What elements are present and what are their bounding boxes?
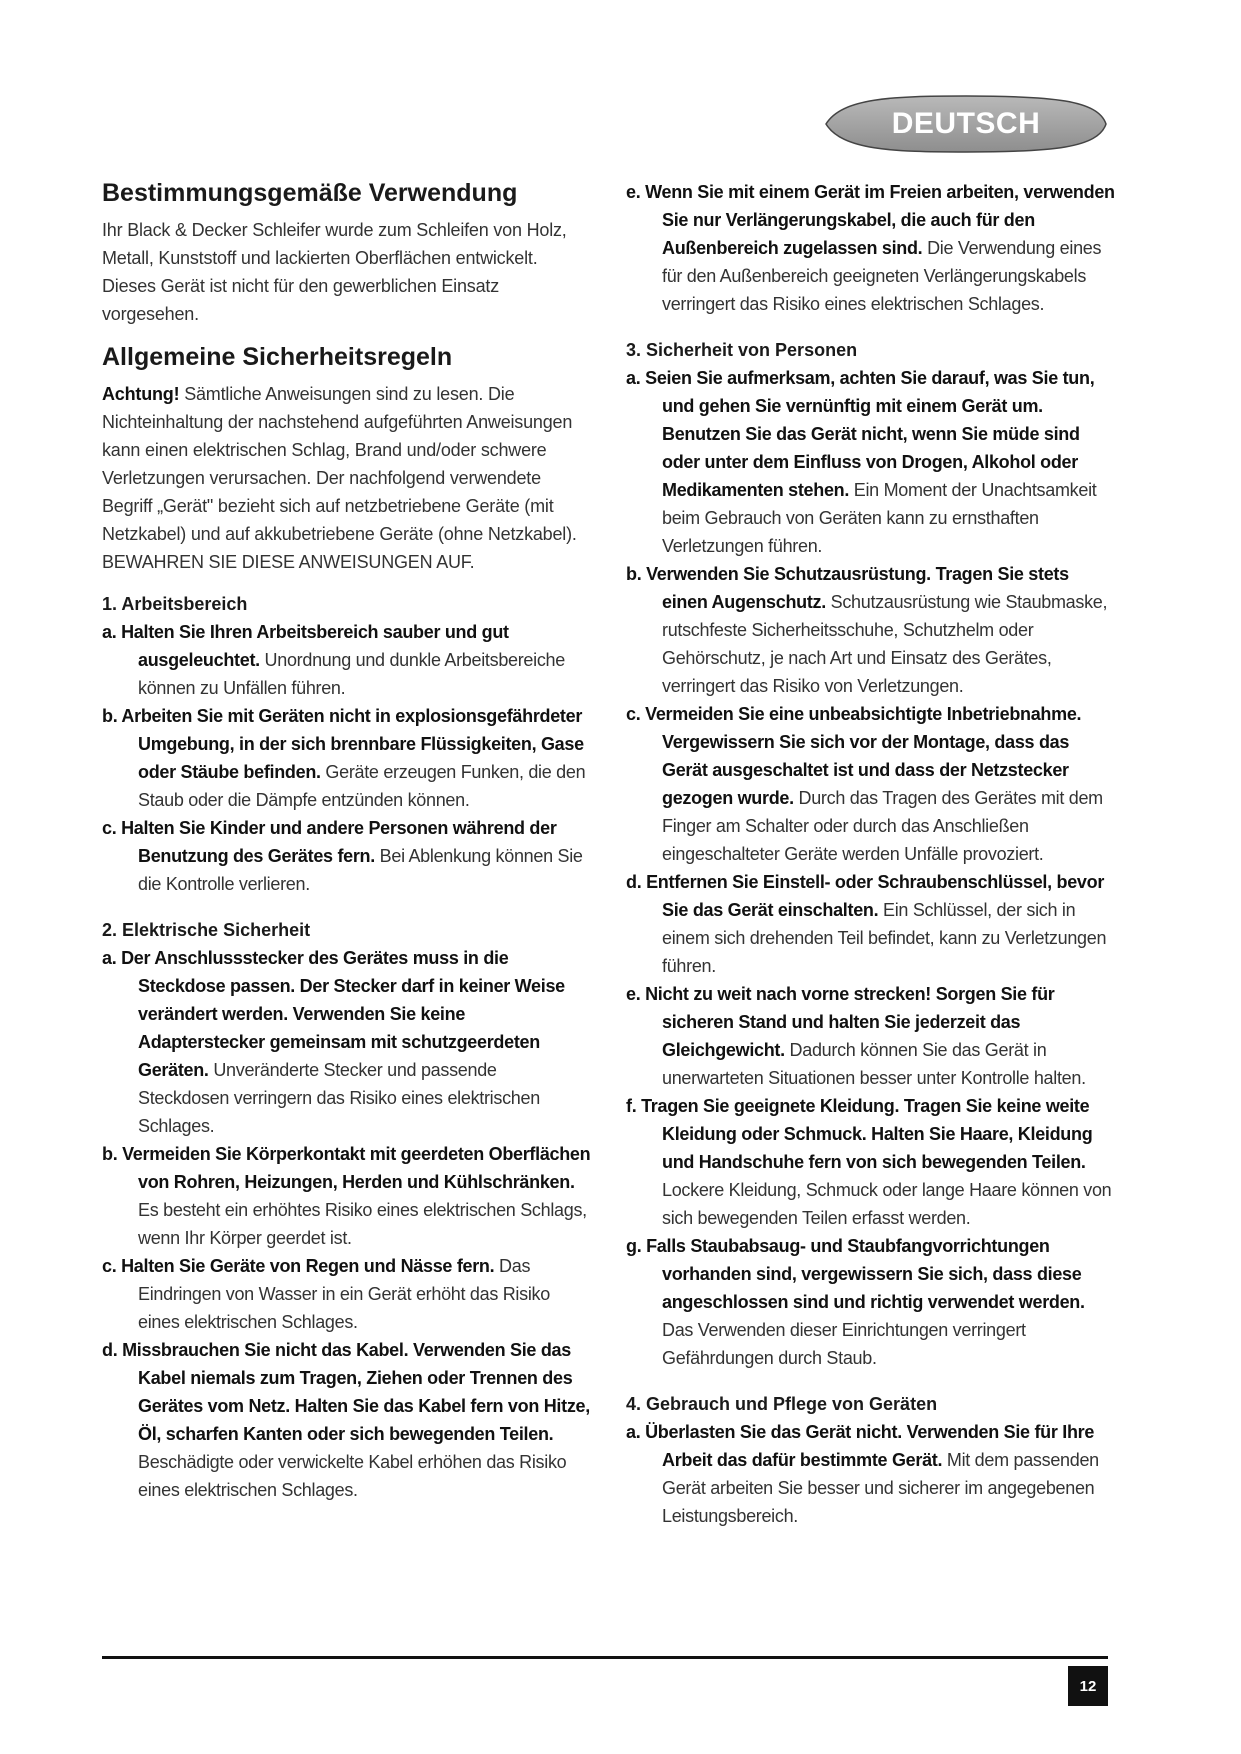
electrical-item-b: b. Vermeiden Sie Körperkontakt mit geerdeten Oberflächen von Rohren, Heizungen, Herden und Kühlschränken. Es besteht ein erhöhtes Risiko eines elektrischen Schlags, wenn Ihr Körper geerdet ist. — [102, 1144, 591, 1248]
tool-use-heading: 4. Gebrauch und Pflege von Geräten — [626, 1394, 938, 1414]
work-area-item-a: a. Halten Sie Ihren Arbeitsbereich sauber und gut ausgeleuchtet. Unordnung und dunkle Arbeitsbereiche können zu Unfällen führen. — [102, 622, 565, 698]
personal-safety-heading: 3. Sicherheit von Personen — [626, 340, 858, 360]
electrical-item-c: c. Halten Sie Geräte von Regen und Nässe fern. Das Eindringen von Wasser in ein Gerät erhöht das Risiko eines elektrischen Schlages. — [102, 1256, 550, 1332]
personal-item-g: g. Falls Staubabsaug- und Staubfangvorrichtungen vorhanden sind, vergewissern Sie sich, dass diese angeschlossen sind und richtig verwendet werden. Das Verwenden dieser Einrichtungen verringert Gefährdungen durch Staub. — [626, 1236, 1085, 1368]
electrical-heading: 2. Elektrische Sicherheit — [102, 920, 311, 940]
right-column — [626, 178, 1116, 1530]
work-area-item-b: b. Arbeiten Sie mit Geräten nicht in explosionsgefährdeter Umgebung, in der sich brennbare Flüssigkeiten, Gase oder Stäube befinden. Geräte erzeugen Funken, die den Staub oder die Dämpfe entzünden können. — [102, 706, 586, 810]
general-safety-heading: Allgemeine Sicherheitsregeln — [102, 343, 453, 371]
tool-use-item-a: a. Überlasten Sie das Gerät nicht. Verwenden Sie für Ihre Arbeit das dafür bestimmte Gerät. Mit dem passenden Gerät arbeiten Sie besser und sicherer im angegebenen Leistungsbereich. — [626, 1422, 1099, 1526]
work-area-item-c: c. Halten Sie Kinder und andere Personen während der Benutzung des Gerätes fern. Bei Ablenkung können Sie die Kontrolle verlieren. — [102, 818, 583, 894]
general-safety-warning — [102, 380, 592, 576]
language-label: DEUTSCH — [891, 107, 1041, 140]
electrical-item-e: e. Wenn Sie mit einem Gerät im Freien arbeiten, verwenden Sie nur Verlängerungskabel, die auch für den Außenbereich zugelassen sind. Die Verwendung eines für den Außenbereich geeigneten Verlängerungskabels verringert das Risiko eines elektrischen Schlages. — [626, 182, 1115, 314]
intended-use-heading: Bestimmungsgemäße Verwendung — [102, 179, 518, 207]
electrical-item-a: a. Der Anschlussstecker des Gerätes muss in die Steckdose passen. Der Stecker darf in keiner Weise verändert werden. Verwenden Sie keine Adapterstecker gemeinsam mit schutzgeerdeten Geräten. Unveränderte Stecker und passende Steckdosen verringern das Risiko eines elektrischen Schlages. — [102, 948, 565, 1136]
intended-use-text: Ihr Black & Decker Schleifer wurde zum Schleifen von Holz, Metall, Kunststoff und lackierten Oberflächen entwickelt. Dieses Gerät ist nicht für den gewerblichen Einsatz vorgesehen. — [102, 220, 567, 324]
work-area-heading: 1. Arbeitsbereich — [102, 594, 248, 614]
left-column — [102, 178, 592, 1504]
warning-label: Achtung! — [102, 384, 180, 404]
personal-item-c: c. Vermeiden Sie eine unbeabsichtigte Inbetriebnahme. Vergewissern Sie sich vor der Montage, dass das Gerät ausgeschaltet ist und dass der Netzstecker gezogen wurde. Durch das Tragen des Gerätes mit dem Finger am Schalter oder durch das Anschließen eingeschalteter Geräte werden Unfälle provoziert. — [626, 704, 1103, 864]
personal-item-a: a. Seien Sie aufmerksam, achten Sie darauf, was Sie tun, und gehen Sie vernünftig mit einem Gerät um. Benutzen Sie das Gerät nicht, wenn Sie müde sind oder unter dem Einfluss von Drogen, Alkohol oder Medikamenten stehen. Ein Moment der Unachtsamkeit beim Gebrauch von Geräten kann zu ernsthaften Verletzungen führen. — [626, 368, 1097, 556]
personal-item-e: e. Nicht zu weit nach vorne strecken! Sorgen Sie für sicheren Stand und halten Sie jederzeit das Gleichgewicht. Dadurch können Sie das Gerät in unerwarteten Situationen besser unter Kontrolle halten. — [626, 984, 1086, 1088]
language-tab — [822, 94, 1110, 154]
footer-rule — [102, 1656, 1108, 1659]
warning-text: Sämtliche Anweisungen sind zu lesen. Die Nichteinhaltung der nachstehend aufgeführten Anweisungen kann einen elektrischen Schlag, Brand und/oder schwere Verletzungen verursachen. Der nachfolgend verwendete Begriff „Gerät" bezieht sich auf netzbetriebene Geräte (mit Netzkabel) und auf akkubetriebene Geräte (ohne Netzkabel). BEWAHREN SIE DIESE ANWEISUNGEN AUF. — [102, 384, 577, 572]
personal-item-d: d. Entfernen Sie Einstell- oder Schraubenschlüssel, bevor Sie das Gerät einschalten. Ein Schlüssel, der sich in einem sich drehenden Teil befindet, kann zu Verletzungen führen. — [626, 872, 1107, 976]
page-number: 12 — [1068, 1666, 1108, 1706]
personal-item-b: b. Verwenden Sie Schutzausrüstung. Tragen Sie stets einen Augenschutz. Schutzausrüstung wie Staubmaske, rutschfeste Sicherheitsschuhe, Schutzhelm oder Gehörschutz, je nach Art und Einsatz des Gerätes, verringert das Risiko von Verletzungen. — [626, 564, 1108, 696]
personal-item-f: f. Tragen Sie geeignete Kleidung. Tragen Sie keine weite Kleidung oder Schmuck. Halten Sie Haare, Kleidung und Handschuhe fern von sich bewegenden Teilen. Lockere Kleidung, Schmuck oder lange Haare können von sich bewegenden Teilen erfasst werden. — [626, 1096, 1112, 1228]
electrical-item-d: d. Missbrauchen Sie nicht das Kabel. Verwenden Sie das Kabel niemals zum Tragen, Ziehen oder Trennen des Gerätes vom Netz. Halten Sie das Kabel fern von Hitze, Öl, scharfen Kanten oder sich bewegenden Teilen. Beschädigte oder verwickelte Kabel erhöhen das Risiko eines elektrischen Schlages. — [102, 1340, 590, 1500]
